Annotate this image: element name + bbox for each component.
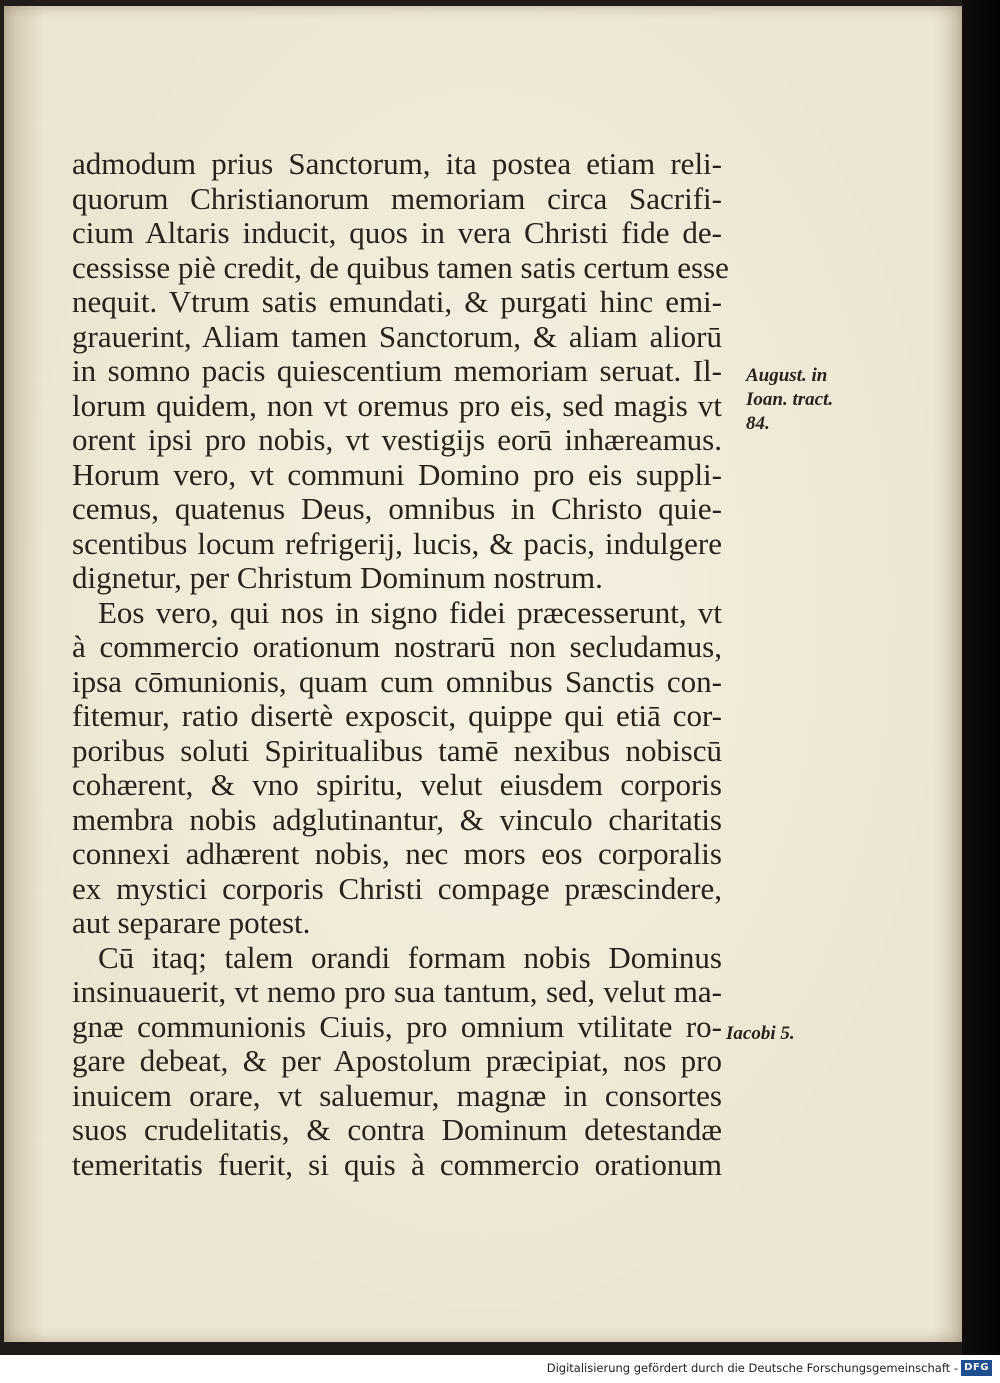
text-line: suos crudelitatis, & contra Dominum detestandæ — [72, 1112, 722, 1147]
text-line: aut separare potest. — [72, 905, 311, 940]
body-text — [72, 146, 729, 1182]
text-line: gnæ communionis Ciuis, pro omnium vtilitate ro- — [72, 1008, 722, 1044]
text-line: gare debeat, & per Apostolum præcipiat, nos pro — [72, 1043, 722, 1078]
text-line: dignetur, per Christum Dominum nostrum. — [72, 560, 603, 595]
margin-note-iacobi: Iacobi 5. — [726, 1023, 795, 1044]
funding-credit: Digitalisierung gefördert durch die Deutsche Forschungsgemeinschaft - — [546, 1361, 958, 1375]
text-line: quorum Christianorum memoriam circa Sacrifi- — [72, 180, 722, 216]
text-line: à commercio orationum nostrarū non secludamus, — [72, 629, 722, 664]
text-line: insinuauerit, vt nemo pro sua tantum, sed, velut ma- — [72, 974, 722, 1009]
text-line: membra nobis adglutinantur, & vinculo charitatis — [72, 801, 722, 837]
text-line: cemus, quatenus Deus, omnibus in Christo quie- — [72, 491, 722, 526]
text-line: ex mystici corporis Christi compage præscindere, — [72, 870, 722, 906]
text-line: admodum prius Sanctorum, ita postea etiam reli- — [72, 146, 722, 181]
paragraph-start-line: Eos vero, qui nos in signo fidei præcesserunt, vt — [98, 594, 722, 630]
text-line: ipsa cōmunionis, quam cum omnibus Sanctis con- — [72, 663, 722, 699]
text-line: cium Altaris inducit, quos in vera Christi fide de- — [72, 215, 722, 250]
text-line: grauerint, Aliam tamen Sanctorum, & aliam aliorū — [72, 318, 722, 354]
margin-note-line: 84. — [746, 413, 770, 434]
margin-note-line: Ioan. tract. — [746, 389, 834, 410]
text-line: connexi adhærent nobis, nec mors eos corporalis — [72, 836, 722, 871]
text-line: inuicem orare, vt saluemur, magnæ in consortes — [72, 1077, 722, 1113]
text-line: temeritatis fuerit, si quis à commercio orationum — [72, 1146, 722, 1182]
text-line: cessisse piè credit, de quibus tamen satis certum esse — [72, 249, 729, 285]
dfg-logo: DFG — [961, 1360, 992, 1376]
text-line: scentibus locum refrigerij, lucis, & pacis, indulgere — [72, 525, 722, 561]
text-line: Horum vero, vt communi Domino pro eis suppli- — [72, 456, 722, 492]
text-line: lorum quidem, non vt oremus pro eis, sed magis vt — [72, 387, 722, 423]
text-line: fitemur, ratio disertè exposcit, quippe qui etiā cor- — [72, 698, 722, 733]
margin-note-augustine — [746, 364, 833, 436]
page-edge — [962, 0, 1000, 1355]
text-line: in somno pacis quiescentium memoriam seruat. Il- — [72, 353, 722, 388]
text-line: orent ipsi pro nobis, vt vestigijs eorū inhæreamus. — [72, 422, 722, 457]
paragraph-start-line: Cū itaq; talem orandi formam nobis Dominus — [98, 939, 722, 975]
text-line: nequit. Vtrum satis emundati, & purgati hinc emi- — [72, 284, 722, 319]
footer-bar — [0, 1355, 1000, 1383]
text-line: cohærent, & vno spiritu, velut eiusdem corporis — [72, 767, 722, 802]
margin-note-line: August. in — [746, 365, 828, 386]
text-line: poribus soluti Spiritualibus tamē nexibus nobiscū — [72, 732, 722, 768]
